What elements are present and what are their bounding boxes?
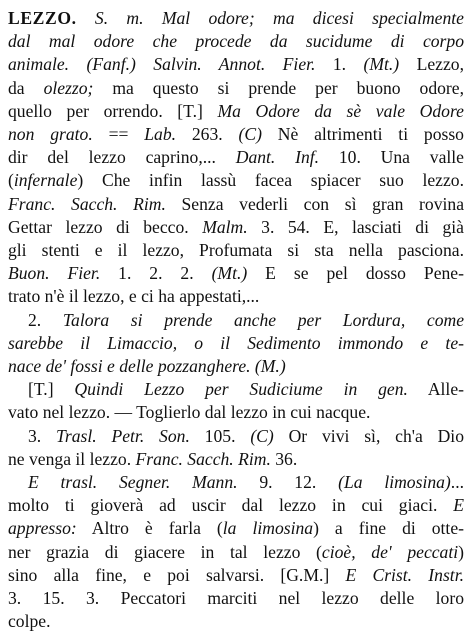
entry-text: la limosina (222, 518, 314, 539)
dictionary-entry (8, 7, 464, 633)
entry-text: (La limosina) (338, 472, 451, 493)
entry-text: E (453, 495, 464, 516)
entry-text: (Mt.) (211, 263, 248, 284)
entry-line (8, 332, 464, 355)
entry-text: dal mal odore che procede da sucidume di corpo (8, 31, 464, 52)
entry-text: == (92, 124, 145, 145)
entry-text: ) a fine di otte- (313, 518, 464, 539)
entry-text: ) (458, 541, 464, 562)
entry-text: (Mt.) (363, 54, 400, 75)
entry-line (8, 239, 464, 262)
entry-text: colpe. (8, 611, 51, 632)
entry-text: Altro è farla ( (76, 518, 223, 539)
entry-line (8, 193, 464, 216)
entry-text: Malm. (202, 216, 248, 237)
entry-line (8, 262, 464, 285)
entry-text: ner grazia di giacere in tal lezzo ( (8, 541, 322, 562)
entry-line (8, 425, 464, 448)
entry-text: Senza vederli con sì gran rovina (165, 193, 464, 214)
entry-text: Ma Odore da sè vale Odore (217, 100, 464, 121)
entry-text: Franc. Sacch. Rim. (8, 193, 166, 214)
entry-text: E trasl. Segner. Mann. (28, 472, 238, 493)
entry-line (8, 7, 464, 30)
entry-text: 1. (332, 54, 364, 75)
entry-line (8, 53, 464, 76)
entry-text: 36. (270, 448, 298, 469)
entry-text: ) Che infin lassù facea spiacer suo lezzo. (77, 170, 464, 191)
entry-text: molto ti gioverà ad uscir dal lezzo in cui giaci. (8, 495, 454, 516)
entry-text: Lab. (144, 124, 177, 145)
entry-text: sino alla fine, e poi salvarsi. [G.M.] (8, 564, 346, 585)
entry-text: da (8, 77, 44, 98)
entry-text: 105. (189, 425, 251, 446)
entry-line (8, 77, 464, 100)
entry-text: infernale (13, 170, 78, 191)
entry-text: 3. 54. E, lasciati di già (247, 216, 464, 237)
entry-line (8, 564, 464, 587)
entry-line (8, 471, 464, 494)
entry-line (8, 30, 464, 53)
entry-text: [T.] (28, 379, 75, 400)
entry-text: 3. (28, 425, 57, 446)
entry-line (8, 146, 464, 169)
entry-line (8, 448, 464, 471)
entry-text: (C) (250, 425, 274, 446)
entry-text: ne venga il lezzo. (8, 448, 136, 469)
entry-text: Franc. Sacch. Rim. (135, 448, 271, 469)
entry-line (8, 517, 464, 540)
entry-line (8, 216, 464, 239)
entry-text: ( (8, 170, 14, 191)
entry-text: vato nel lezzo. — Toglierlo dal lezzo in cui nacque. (8, 402, 371, 423)
entry-text: 3. 15. 3. Peccatori marciti nel lezzo delle loro (8, 588, 464, 609)
entry-line (8, 169, 464, 192)
entry-line (8, 587, 464, 610)
entry-line (8, 610, 464, 633)
entry-text: (C) (238, 124, 262, 145)
entry-text: Nè altrimenti ti posso (261, 124, 464, 145)
entry-text: sarebbe il Limaccio, o il Sedimento immondo e te- (8, 332, 464, 353)
entry-text: ... (450, 472, 464, 493)
entry-text: gli stenti e il lezzo, Profumata si sta nella pasciona. (8, 240, 464, 261)
entry-text: 10. Una valle (319, 147, 464, 168)
entry-text: animale. (Fanf.) Salvin. Annot. Fier. (8, 54, 333, 75)
entry-text: Talora si prende anche per Lordura, come (62, 309, 465, 330)
entry-text: ma questo si prende per buono odore, (93, 77, 464, 98)
entry-line (8, 378, 464, 401)
entry-line (8, 100, 464, 123)
entry-text: Alle- (407, 379, 464, 400)
entry-text: S. m. Mal odore; ma dicesi specialmente (76, 8, 464, 28)
entry-text: 9. 12. (237, 472, 339, 493)
entry-text: cioè, de' peccati (321, 541, 459, 562)
entry-line (8, 494, 464, 517)
entry-line (8, 401, 464, 424)
entry-text: Quindi Lezzo per Sudiciume in gen. (74, 379, 408, 400)
entry-text: E Crist. Instr. (345, 564, 464, 585)
entry-text: olezzo; (43, 77, 94, 98)
headword: LEZZO. (8, 8, 77, 28)
entry-text: 2. (28, 309, 63, 330)
entry-text: E se pel dosso Pene- (247, 263, 464, 284)
entry-text: non grato. (8, 124, 93, 145)
entry-text: Or vivi sì, ch'a Dio (273, 425, 464, 446)
entry-line (8, 355, 464, 378)
entry-text: quello per orrendo. [T.] (8, 100, 218, 121)
entry-line (8, 285, 464, 308)
entry-text: Lezzo, (399, 54, 464, 75)
entry-line (8, 309, 464, 332)
entry-text: appresso: (8, 518, 77, 539)
entry-text: 263. (176, 124, 239, 145)
entry-text: 1. 2. 2. (100, 263, 212, 284)
entry-line (8, 541, 464, 564)
entry-text: Gettar lezzo di becco. (8, 216, 203, 237)
entry-text: nace de' fossi e delle pozzanghere. (M.) (8, 356, 286, 377)
entry-text: Dant. Inf. (235, 147, 320, 168)
entry-text: trato n'è il lezzo, e ci ha appestati,... (8, 286, 260, 307)
entry-text: Trasl. Petr. Son. (56, 425, 190, 446)
entry-text: dir del lezzo caprino,... (8, 147, 236, 168)
entry-line (8, 123, 464, 146)
entry-text: Buon. Fier. (8, 263, 101, 284)
